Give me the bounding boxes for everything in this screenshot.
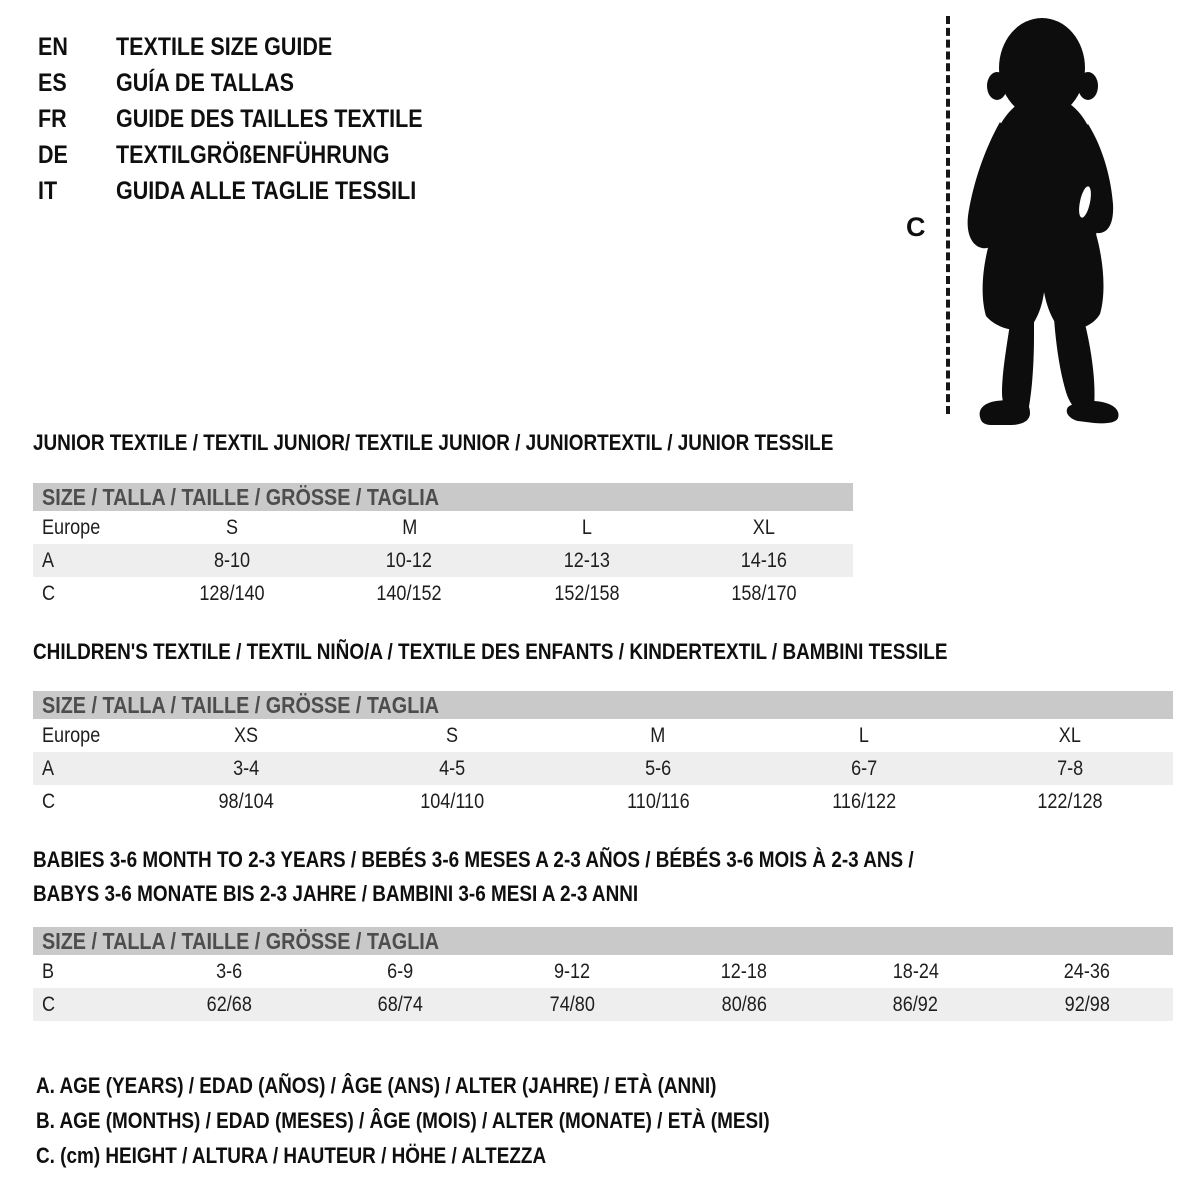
cell: 18-24 (892, 959, 939, 983)
cell: 12-13 (563, 548, 610, 572)
cell: 122/128 (1037, 789, 1103, 813)
cell: L (581, 515, 592, 539)
table-row-a (33, 544, 853, 577)
cell: M (650, 723, 666, 747)
lang-code: ES (38, 68, 67, 97)
lang-row-de (38, 137, 473, 173)
cell: 6-9 (387, 959, 414, 983)
cell: 7-8 (1056, 756, 1084, 780)
section-junior-textile (33, 430, 853, 610)
lang-code: FR (38, 104, 67, 133)
cell: 12-18 (720, 959, 767, 983)
cell: 152/158 (554, 581, 620, 605)
lang-label: TEXTILGRÖßENFÜHRUNG (116, 140, 390, 169)
lang-code: DE (38, 140, 68, 169)
section-title: JUNIOR TEXTILE / TEXTIL JUNIOR/ TEXTILE JUNIOR / JUNIORTEXTIL / JUNIOR TESSILE (33, 430, 834, 455)
cell: 24-36 (1064, 959, 1111, 983)
table-row-a (33, 752, 1173, 785)
junior-size-table (33, 483, 853, 610)
cell: 14-16 (741, 548, 788, 572)
cell: XL (753, 515, 776, 539)
section-children-textile (33, 639, 1173, 818)
cell: 86/92 (892, 992, 939, 1016)
note-line-a: A. AGE (YEARS) / EDAD (AÑOS) / ÂGE (ANS) / ALTER (JAHRE) / ETÀ (ANNI) (36, 1072, 717, 1098)
language-header (38, 29, 473, 209)
cell: 8-10 (213, 548, 250, 572)
baby-silhouette (952, 12, 1148, 426)
lang-code: IT (38, 176, 58, 205)
note-line-b: B. AGE (MONTHS) / EDAD (MESES) / ÂGE (MOIS) / ALTER (MONATE) / ETÀ (MESI) (36, 1107, 770, 1133)
section-babies-textile (33, 843, 1173, 1021)
cell: 10-12 (386, 548, 433, 572)
size-header-bar: SIZE / TALLA / TAILLE / GRÖSSE / TAGLIA (33, 691, 1173, 719)
cell: 80/86 (721, 992, 767, 1016)
cell: 9-12 (554, 959, 591, 983)
lang-row-es (38, 65, 473, 101)
lang-label: GUÍA DE TALLAS (116, 68, 294, 97)
cell: 128/140 (199, 581, 265, 605)
lang-row-fr (38, 101, 473, 137)
lang-label: GUIDE DES TAILLES TEXTILE (116, 104, 423, 133)
lang-code: EN (38, 32, 68, 61)
cell: 3-6 (215, 959, 242, 983)
lang-row-en (38, 29, 473, 65)
cell: 104/110 (420, 789, 484, 813)
cell: XL (1058, 723, 1082, 747)
table-row-b (33, 955, 1173, 988)
footer-notes (36, 1068, 889, 1173)
row-label: A (42, 548, 55, 572)
cell: XS (233, 723, 259, 747)
cell: 110/116 (626, 789, 690, 813)
cell: 62/68 (206, 992, 252, 1016)
row-label: C (42, 789, 56, 813)
cell: 158/170 (731, 581, 797, 605)
table-row-c (33, 577, 853, 610)
note-line-c: C. (cm) HEIGHT / ALTURA / HAUTEUR / HÖHE / ALTEZZA (36, 1142, 547, 1168)
children-size-table (33, 691, 1173, 818)
cell: 4-5 (438, 756, 466, 780)
cell: 116/122 (832, 789, 896, 813)
table-row-c (33, 988, 1173, 1021)
section-title: CHILDREN'S TEXTILE / TEXTIL NIÑO/A / TEXTILE DES ENFANTS / KINDERTEXTIL / BAMBINI TESSILE (33, 639, 948, 664)
row-label: B (42, 959, 55, 983)
cell: 3-4 (232, 756, 260, 780)
lang-row-it (38, 173, 473, 209)
cell: 6-7 (850, 756, 878, 780)
cell: 5-6 (644, 756, 672, 780)
table-row-europe (33, 719, 1173, 752)
lang-label: TEXTILE SIZE GUIDE (116, 32, 333, 61)
measure-label-c: C (906, 212, 926, 242)
cell: S (225, 515, 238, 539)
row-label: C (42, 581, 56, 605)
row-label: Europe (42, 723, 101, 747)
cell: 140/152 (376, 581, 442, 605)
section-title: BABIES 3-6 MONTH TO 2-3 YEARS / BEBÉS 3-6 MESES A 2-3 AÑOS / BÉBÉS 3-6 MOIS À 2-3 ANS / BABYS 3-6 MONATE BIS 2-3 JAHRE / BAMBINI 3-6 MESI A 2-3 ANNI (33, 847, 914, 906)
cell: 98/104 (218, 789, 274, 813)
cell: M (401, 515, 417, 539)
cell: S (445, 723, 459, 747)
row-label: C (42, 992, 56, 1016)
size-header-bar: SIZE / TALLA / TAILLE / GRÖSSE / TAGLIA (33, 483, 853, 511)
row-label: A (42, 756, 55, 780)
row-label: Europe (42, 515, 101, 539)
cell: 68/74 (377, 992, 424, 1016)
babies-size-table (33, 927, 1173, 1021)
cell: 92/98 (1064, 992, 1110, 1016)
size-header-bar: SIZE / TALLA / TAILLE / GRÖSSE / TAGLIA (33, 927, 1173, 955)
lang-label: GUIDA ALLE TAGLIE TESSILI (116, 176, 417, 205)
table-row-c (33, 785, 1173, 818)
cell: 74/80 (549, 992, 595, 1016)
table-row-europe (33, 511, 853, 544)
cell: L (858, 723, 870, 747)
height-measure-dashed-line (946, 16, 950, 414)
